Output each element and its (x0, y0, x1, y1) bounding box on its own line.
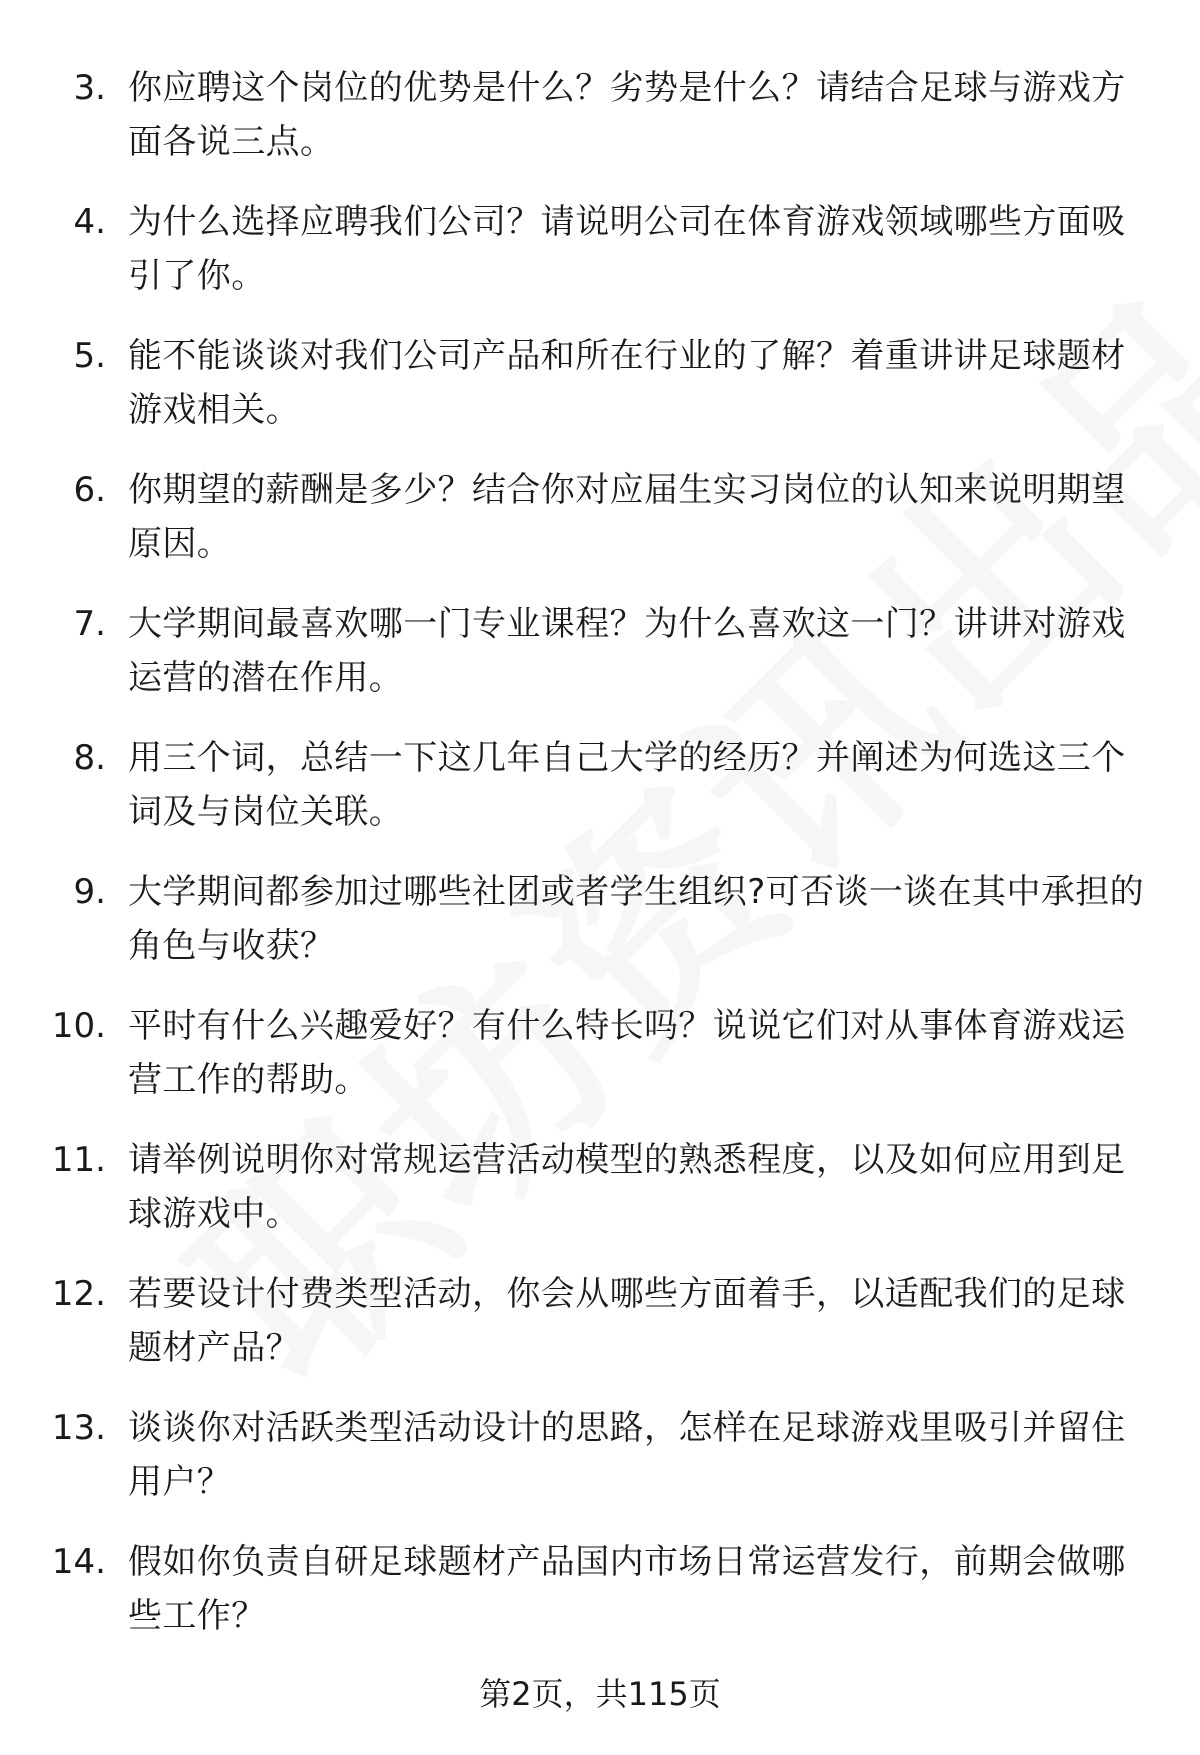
question-number: 8. (73, 738, 106, 778)
question-number: 14. (51, 1542, 106, 1582)
list-item (0, 591, 1200, 725)
question-text: 若要设计付费类型活动，你会从哪些方面着手，以适配我们的足球题材产品？ (128, 1274, 1126, 1368)
question-number: 5. (73, 336, 106, 376)
question-number: 6. (73, 470, 106, 510)
question-number: 3. (73, 68, 106, 108)
question-text: 大学期间都参加过哪些社团或者学生组织?可否谈一谈在其中承担的角色与收获？ (128, 872, 1145, 966)
question-text: 你期望的薪酬是多少？结合你对应届生实习岗位的认知来说明期望原因。 (128, 470, 1126, 564)
question-number: 13. (51, 1408, 106, 1448)
question-text: 能不能谈谈对我们公司产品和所在行业的了解？着重讲讲足球题材游戏相关。 (128, 336, 1126, 430)
question-text: 谈谈你对活跃类型活动设计的思路，怎样在足球游戏里吸引并留住用户？ (128, 1408, 1126, 1502)
question-number: 9. (73, 872, 106, 912)
list-item (0, 1529, 1200, 1663)
list-item (0, 1261, 1200, 1395)
question-number: 12. (51, 1274, 106, 1314)
list-item (0, 725, 1200, 859)
page-number-label: 第2页，共115页 (479, 1675, 721, 1713)
question-text: 请举例说明你对常规运营活动模型的熟悉程度，以及如何应用到足球游戏中。 (128, 1140, 1126, 1234)
question-text: 用三个词，总结一下这几年自己大学的经历？并阐述为何选这三个词及与岗位关联。 (128, 738, 1126, 832)
question-list (0, 55, 1200, 1663)
question-text: 假如你负责自研足球题材产品国内市场日常运营发行，前期会做哪些工作？ (128, 1542, 1126, 1636)
list-item (0, 993, 1200, 1127)
list-item (0, 457, 1200, 591)
question-text: 你应聘这个岗位的优势是什么？劣势是什么？请结合足球与游戏方面各说三点。 (128, 68, 1126, 162)
list-item (0, 859, 1200, 993)
question-number: 10. (51, 1006, 106, 1046)
question-number: 4. (73, 202, 106, 242)
list-item (0, 189, 1200, 323)
list-item (0, 1127, 1200, 1261)
question-number: 11. (51, 1140, 106, 1180)
list-item (0, 323, 1200, 457)
question-number: 7. (73, 604, 106, 644)
question-text: 大学期间最喜欢哪一门专业课程？为什么喜欢这一门？讲讲对游戏运营的潜在作用。 (128, 604, 1126, 698)
page-footer (0, 1670, 1200, 1718)
list-item (0, 55, 1200, 189)
question-text: 平时有什么兴趣爱好？有什么特长吗？说说它们对从事体育游戏运营工作的帮助。 (128, 1006, 1126, 1100)
list-item (0, 1395, 1200, 1529)
question-text: 为什么选择应聘我们公司？请说明公司在体育游戏领域哪些方面吸引了你。 (128, 202, 1126, 296)
